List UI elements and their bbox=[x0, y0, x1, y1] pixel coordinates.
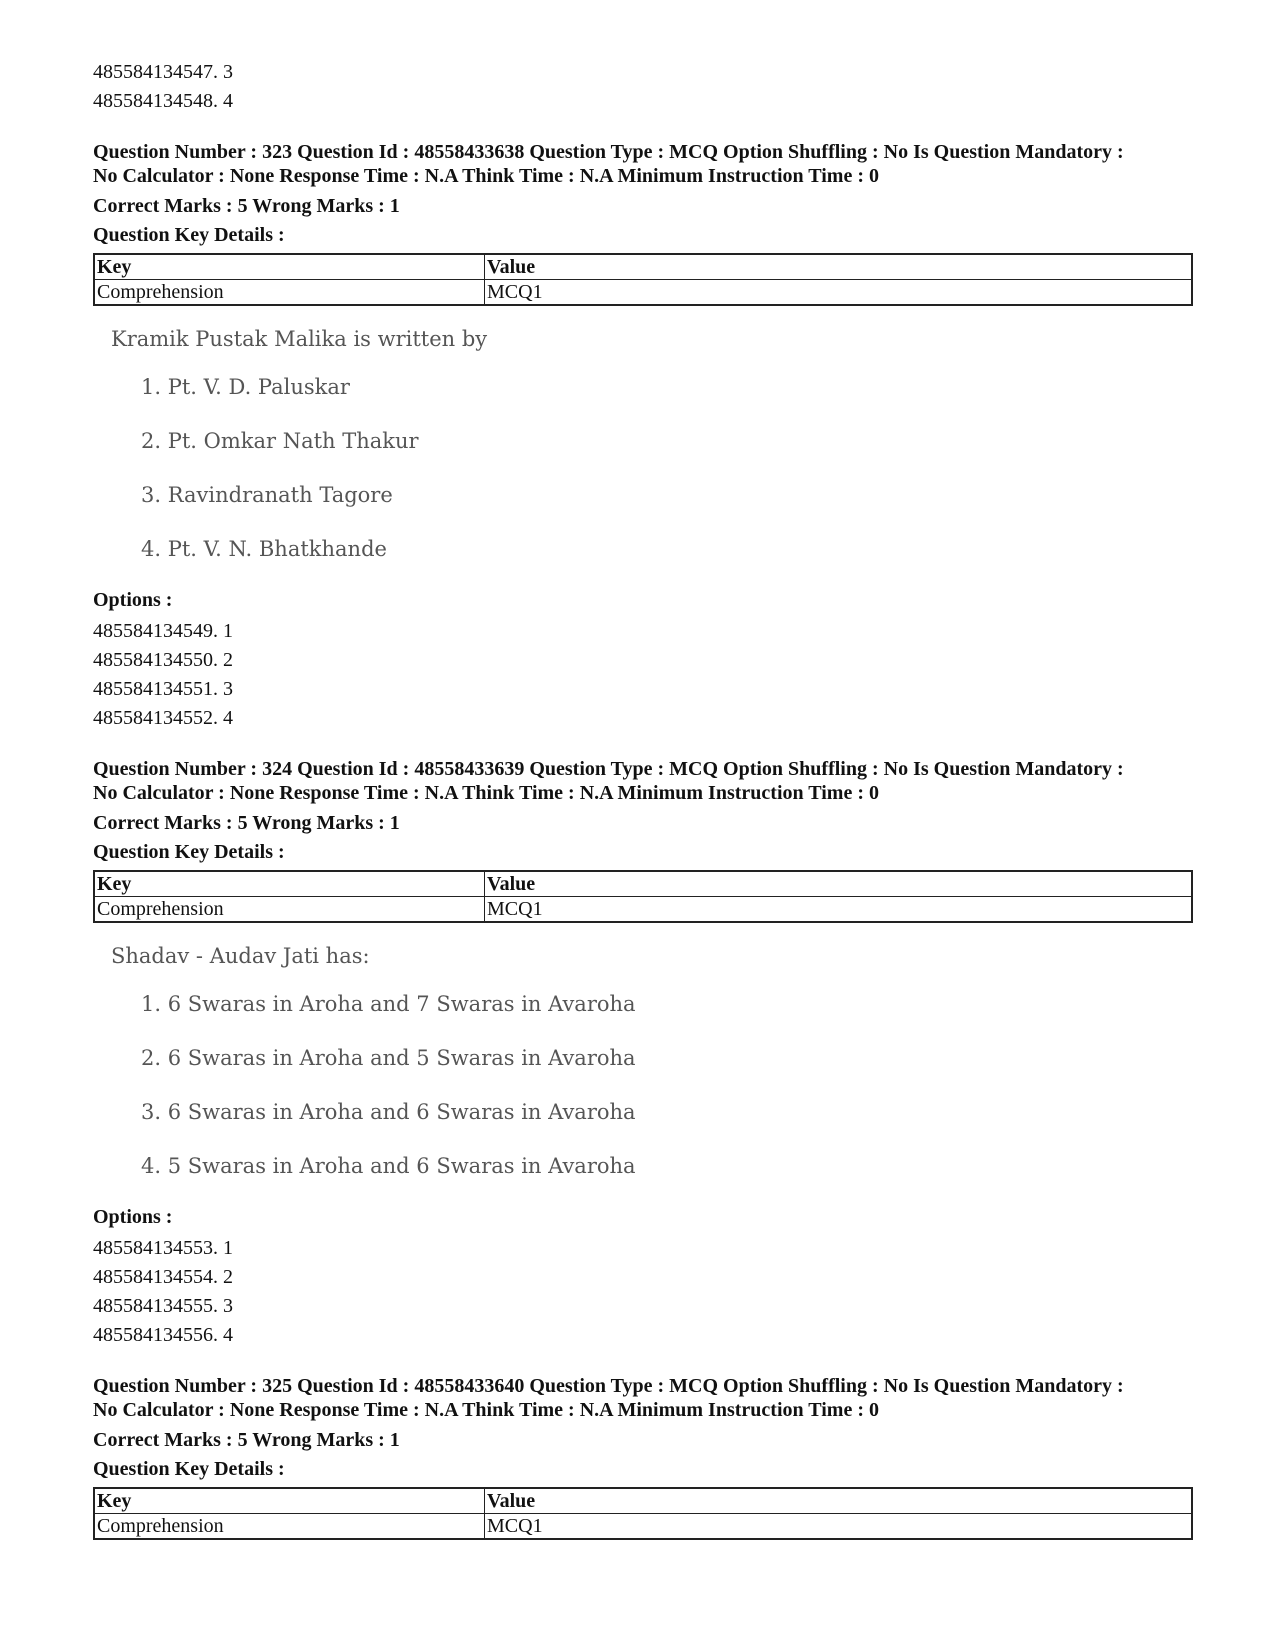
question-header bbox=[93, 140, 1183, 188]
options-list bbox=[93, 617, 1183, 733]
option-line: 485584134552. 4 bbox=[93, 707, 233, 729]
option-line: 485584134547. 3 bbox=[93, 61, 233, 83]
key-cell: Comprehension bbox=[94, 897, 485, 923]
question-block-323 bbox=[93, 140, 1183, 733]
option-line: 485584134551. 3 bbox=[93, 678, 233, 700]
table-header-row bbox=[94, 871, 1192, 897]
option-line: 485584134549. 1 bbox=[93, 620, 233, 642]
answer-choice: 4. 5 Swaras in Aroha and 6 Swaras in Avaroha bbox=[141, 1154, 636, 1178]
table-row bbox=[94, 897, 1192, 923]
value-header-cell: Value bbox=[485, 254, 1193, 280]
marks-line: Correct Marks : 5 Wrong Marks : 1 bbox=[93, 195, 400, 217]
answer-choice: 2. Pt. Omkar Nath Thakur bbox=[141, 429, 419, 453]
question-header-line1: Question Number : 325 Question Id : 48558433640 Question Type : MCQ Option Shuffling : No Is Question Mandatory : bbox=[93, 1375, 1124, 1397]
marks-line: Correct Marks : 5 Wrong Marks : 1 bbox=[93, 1429, 400, 1451]
question-image bbox=[93, 935, 1183, 1193]
answer-choice: 1. 6 Swaras in Aroha and 7 Swaras in Avaroha bbox=[141, 992, 636, 1016]
option-line: 485584134553. 1 bbox=[93, 1237, 233, 1259]
question-image bbox=[93, 318, 1183, 576]
answer-choice: 2. 6 Swaras in Aroha and 5 Swaras in Avaroha bbox=[141, 1046, 636, 1070]
question-header-line1: Question Number : 323 Question Id : 48558433638 Question Type : MCQ Option Shuffling : No Is Question Mandatory : bbox=[93, 141, 1124, 163]
question-stem: Kramik Pustak Malika is written by bbox=[111, 327, 488, 351]
answer-choice: 1. Pt. V. D. Paluskar bbox=[141, 375, 350, 399]
top-options-list bbox=[93, 58, 1183, 116]
key-header-cell: Key bbox=[94, 1488, 485, 1514]
question-header-line2: No Calculator : None Response Time : N.A Think Time : N.A Minimum Instruction Time : 0 bbox=[93, 165, 879, 187]
question-block-325 bbox=[93, 1374, 1183, 1540]
value-cell: MCQ1 bbox=[485, 897, 1193, 923]
question-stem: Shadav - Audav Jati has: bbox=[111, 944, 370, 968]
key-header-cell: Key bbox=[94, 254, 485, 280]
question-header-line2: No Calculator : None Response Time : N.A Think Time : N.A Minimum Instruction Time : 0 bbox=[93, 782, 879, 804]
option-line: 485584134554. 2 bbox=[93, 1266, 233, 1288]
value-cell: MCQ1 bbox=[485, 280, 1193, 306]
value-header-cell: Value bbox=[485, 871, 1193, 897]
key-details-table bbox=[93, 870, 1193, 923]
option-line: 485584134548. 4 bbox=[93, 90, 233, 112]
answer-choice: 4. Pt. V. N. Bhatkhande bbox=[141, 537, 387, 561]
key-details-label: Question Key Details : bbox=[93, 841, 285, 863]
question-block-324 bbox=[93, 757, 1183, 1350]
key-header-cell: Key bbox=[94, 871, 485, 897]
key-cell: Comprehension bbox=[94, 1514, 485, 1540]
options-label: Options : bbox=[93, 589, 173, 611]
option-line: 485584134555. 3 bbox=[93, 1295, 233, 1317]
key-details-table bbox=[93, 253, 1193, 306]
table-header-row bbox=[94, 254, 1192, 280]
answer-choice: 3. Ravindranath Tagore bbox=[141, 483, 393, 507]
key-cell: Comprehension bbox=[94, 280, 485, 306]
key-details-table bbox=[93, 1487, 1193, 1540]
question-header-line1: Question Number : 324 Question Id : 48558433639 Question Type : MCQ Option Shuffling : No Is Question Mandatory : bbox=[93, 758, 1124, 780]
table-row bbox=[94, 1514, 1192, 1540]
document-page bbox=[93, 58, 1183, 1540]
question-header bbox=[93, 1374, 1183, 1422]
question-header bbox=[93, 757, 1183, 805]
option-line: 485584134550. 2 bbox=[93, 649, 233, 671]
option-line: 485584134556. 4 bbox=[93, 1324, 233, 1346]
key-details-label: Question Key Details : bbox=[93, 224, 285, 246]
options-label: Options : bbox=[93, 1206, 173, 1228]
answer-choice: 3. 6 Swaras in Aroha and 6 Swaras in Avaroha bbox=[141, 1100, 636, 1124]
value-header-cell: Value bbox=[485, 1488, 1193, 1514]
options-list bbox=[93, 1234, 1183, 1350]
marks-line: Correct Marks : 5 Wrong Marks : 1 bbox=[93, 812, 400, 834]
key-details-label: Question Key Details : bbox=[93, 1458, 285, 1480]
question-header-line2: No Calculator : None Response Time : N.A Think Time : N.A Minimum Instruction Time : 0 bbox=[93, 1399, 879, 1421]
value-cell: MCQ1 bbox=[485, 1514, 1193, 1540]
table-header-row bbox=[94, 1488, 1192, 1514]
table-row bbox=[94, 280, 1192, 306]
